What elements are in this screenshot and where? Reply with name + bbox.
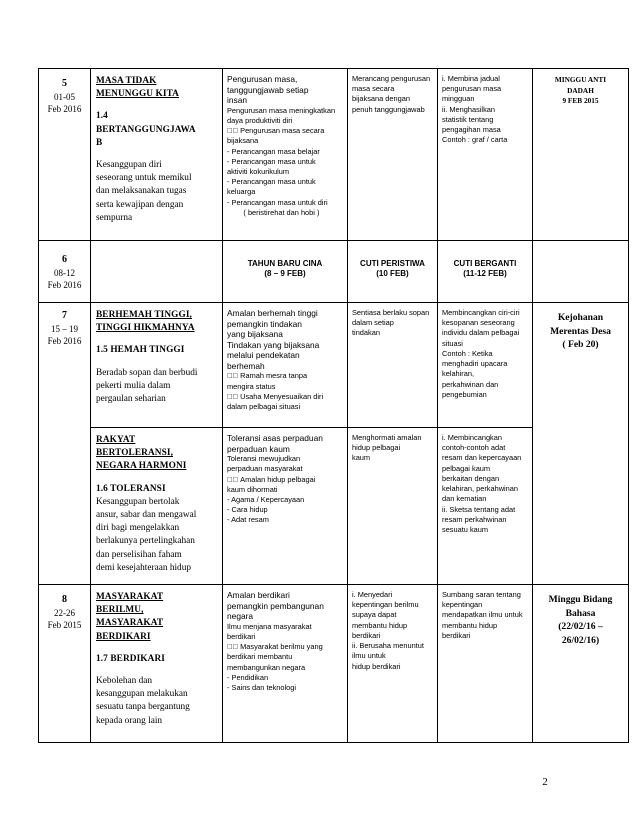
week-dates: 22-26 Feb 2015 [47,607,82,630]
topic-cell [91,69,223,241]
week-number: 7 [62,310,67,321]
activity-cell [438,69,533,241]
topic-cell [91,303,223,428]
value-cell [348,585,438,743]
empty-cell [533,241,629,303]
activity-lines: Sumbang saran tentang kepentingan mendapatkan ilmu untuk membantu hidup berdikari [442,590,523,640]
week-dates: 15 – 19 Feb 2016 [47,323,82,346]
week-number: 5 [62,78,67,89]
table-row-week-7 [39,303,629,428]
topic-title: BERHEMAH TINGGI, TINGGI HIKMAHNYA [96,310,195,334]
holiday-cell [438,241,533,303]
week-cell [39,585,91,743]
topic-description: Kesanggupan diri seseorang untuk memikul dan melaksanakan tugas serta kewajipan dengan sempurna [96,159,192,223]
activity-cell [438,585,533,743]
holiday-chinese-new-year: TAHUN BARU CINA (8 – 9 FEB) [247,259,323,279]
activity-lines: Membincangkan ciri-ciri kesopanan seseorang individu dalam pelbagai situasi Contoh : Ketika menghadiri upacara kelahiran, perkahwinan dan pengebumian [442,308,520,399]
note-cell [533,69,629,241]
topic-title: MASA TIDAK MENUNGGU KITA [96,76,179,100]
table-row-week-6 [39,241,629,303]
holiday-cell [348,241,438,303]
value-lines: Sentiasa berlaku sopan dalam setiap tindakan [352,308,430,338]
holiday-cuti-berganti: CUTI BERGANTI (11-12 FEB) [453,259,517,279]
content-lead: Pengurusan masa, tanggungjawab setiap insan [227,74,309,106]
value-lines: i. Menyedari kepentingan berilmu supaya dapat membantu hidup berdikari ii. Berusaha menuntut ilmu untuk hidup berdikari [352,590,424,671]
week-cell [39,241,91,303]
week-cell [39,69,91,241]
note-text: Kejohanan Merentas Desa ( Feb 20) [550,312,611,351]
topic-title: RAKYAT BERTOLERANSI, NEGARA HARMONI [96,435,187,472]
week-dates: 01-05 Feb 2016 [47,91,82,114]
content-lead: Amalan berhemah tinggi pemangkin tindakan yang bijaksana Tindakan yang bijaksana melalui pendekatan berhemah [227,308,320,371]
content-cell [223,428,348,585]
table-row-week-8 [39,585,629,743]
empty-cell [91,241,223,303]
content-cell [223,303,348,428]
topic-title: MASYARAKAT BERILMU, MASYARAKAT BERDIKARI [96,592,164,642]
content-lines: Ilmu menjana masyarakat berdikari Masyarakat berilmu yang berdikari membantu membangunkan negara - Pendidikan - Sains dan teknologi [227,621,312,693]
content-cell [223,69,348,241]
table-row-week-5 [39,69,629,241]
page-number: 2 [542,776,548,788]
note-text: MINGGU ANTI DADAH 9 FEB 2015 [554,75,607,106]
content-cell [223,585,348,743]
value-cell [348,428,438,585]
note-cell [533,303,629,585]
subtopic-heading: 1.4 BERTANGGUNGJAWA B [96,111,196,148]
topic-description: Kesanggupan bertolak ansur, sabar dan mengawal diri bagi mengelakkan berlakunya pertelingkahan dan perselisihan faham demi kesejahteraan hidup [96,496,197,573]
topic-cell [91,585,223,743]
week-dates: 08-12 Feb 2016 [47,267,82,290]
note-cell [533,585,629,743]
activity-cell [438,303,533,428]
activity-lines: i. Membincangkan contoh-contoh adat resam dan kepercayaan pelbagai kaum berkaitan dengan kelahiran, perkahwinan dan kematian ii. Sketsa tentang adat resam perkahwinan sesuatu kaum [442,433,522,534]
content-lead: Amalan berdikari pemangkin pembangunan negara [227,590,324,622]
topic-description: Beradab sopan dan berbudi pekerti mulia dalam pergaulan seharian [96,367,198,404]
activity-cell [438,428,533,585]
topic-cell [91,428,223,585]
content-lead: Toleransi asas perpaduan perpaduan kaum [227,433,323,454]
week-number: 6 [62,254,67,265]
week-cell [39,303,91,585]
subtopic-heading: 1.5 HEMAH TINGGI [96,345,185,356]
value-lines: Merancang pengurusan masa secara bijaksana dengan penuh tanggungjawab [352,74,431,114]
topic-description: Kebolehan dan kesanggupan melakukan sesuatu tanpa bergantung kepada orang lain [96,675,190,726]
holiday-cell [223,241,348,303]
activity-lines: i. Membina jadual pengurusan masa mingguan ii. Menghasilkan statistik tentang pengagihan masa Contoh : graf / carta [442,74,508,145]
content-lines: Ramah mesra tanpa mengira status Usaha Menyesuaikan diri dalam pelbagai situasi [227,371,310,412]
value-cell [348,69,438,241]
value-cell [348,303,438,428]
subtopic-heading: 1.7 BERDIKARI [96,653,165,664]
note-text: Minggu Bidang Bahasa (22/02/16 – 26/02/16) [548,594,613,646]
holiday-cuti-peristiwa: CUTI PERISTIWA (10 FEB) [360,259,425,279]
content-lines: Pengurusan masa meningkatkan daya produktiviti diri Pengurusan masa secara bijaksana - Perancangan masa belajar - Perancangan masa untuk aktiviti kokurikulum - Perancangan masa untuk keluarga - Perancangan masa untuk diri ( beristirehat dan hobi ) [227,105,336,217]
subtopic-heading: 1.6 TOLERANSI [96,483,166,494]
value-lines: Menghormati amalan hidup pelbagai kaum [352,433,422,463]
lesson-plan-table [38,68,629,743]
content-lines: Toleransi mewujudkan perpaduan masyarakat Amalan hidup pelbagai kaum dihormati - Agama / Kepercayaan - Cara hidup - Adat resam [227,454,305,525]
week-number: 8 [62,594,67,605]
